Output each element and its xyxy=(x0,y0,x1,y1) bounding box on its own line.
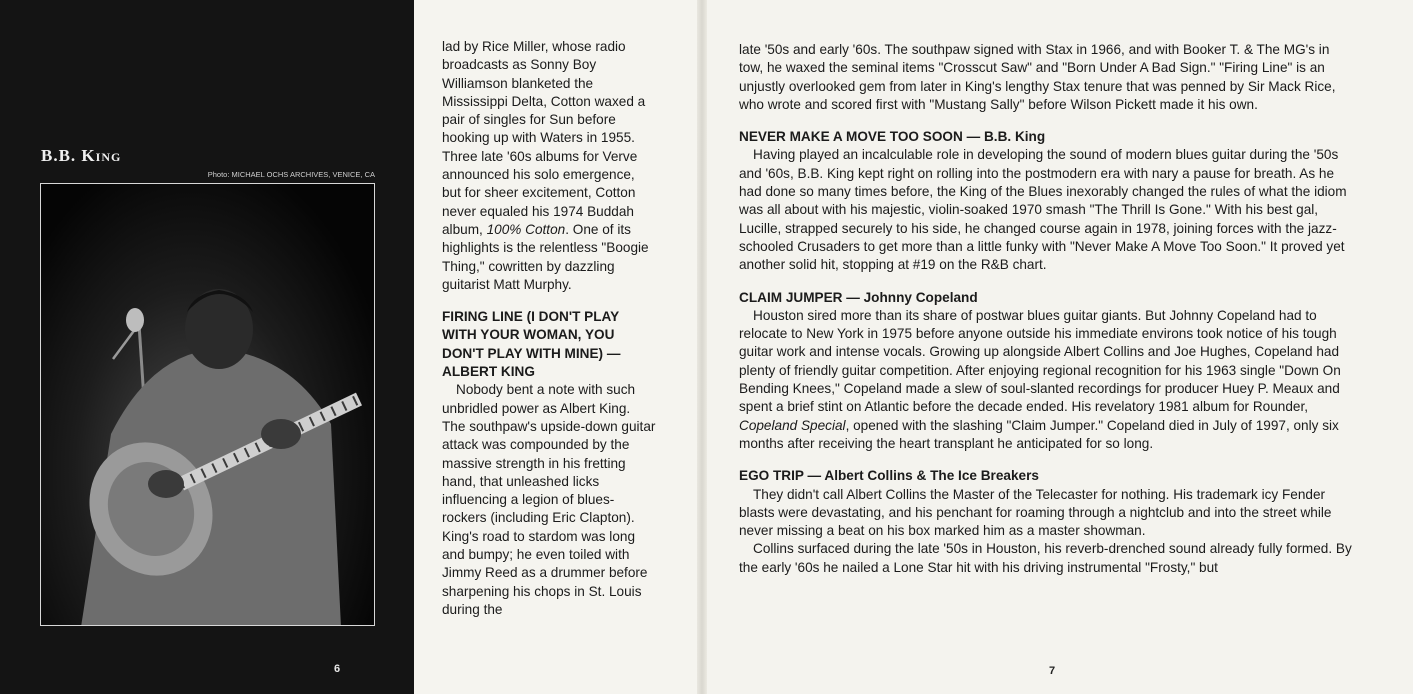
picking-hand xyxy=(148,470,184,498)
section-heading: NEVER MAKE A MOVE TOO SOON— B.B. King xyxy=(739,128,1355,146)
section-body: Nobody bent a note with such unbridled power as Albert King. The southpaw's upside-down guitar attack was compounded by the massive strength in his fretting hand, that unleashed licks influencing a legion of blues-rockers (including Eric Clapton). King's road to stardom was long and bumpy; he even toiled with Jimmy Reed as a drummer before sharpening his chops in St. Louis during the xyxy=(442,382,656,617)
page-number-left: 6 xyxy=(334,663,341,675)
photo-credit: Photo: MICHAEL OCHS ARCHIVES, VENICE, CA xyxy=(207,170,375,179)
section-heading: CLAIM JUMPER— Johnny Copeland xyxy=(739,289,1355,307)
artist-title: B.B. King xyxy=(41,146,122,165)
page-number-right: 7 xyxy=(1049,665,1056,677)
intro-paragraph: lad by Rice Miller, whose radio broadcasts as Sonny Boy Williamson blanketed the Mississippi Delta, Cotton waxed a pair of singles for Sun before hooking up with Waters in 1955. Three late '60s albums for Verve announced his solo emergence, but for sheer excitement, Cotton never equaled his 1974 Buddah album, 100% Cotton. One of its highlights is the relentless "Boogie Thing," cowritten by dazzling guitarist Matt Murphy. xyxy=(442,39,649,292)
album-title: Copeland Special xyxy=(739,417,846,433)
left-page xyxy=(0,0,414,694)
continuation-paragraph: late '50s and early '60s. The southpaw signed with Stax in 1966, and with Booker T. & The MG's in tow, he waxed the seminal items "Crosscut Saw" and "Born Under A Bad Sign." "Firing Line" is an unjustly overlooked gem from later in King's lengthy Stax tenure that was penned by Sir Mack Rice, who wrote and scored first with "Mustang Sally" before Wilson Pickett made it his own. xyxy=(739,42,1336,112)
section-heading: FIRING LINE (I DON'T PLAY WITH YOUR WOMAN, YOU DON'T PLAY WITH MINE)— ALBERT KING xyxy=(442,308,656,381)
section-body: Having played an incalculable role in developing the sound of modern blues guitar during the '50s and '60s, B.B. King kept right on rolling into the postmodern era with nary a pause for breath. As he had done so many times before, the King of the Blues inexorably changed the rules of what the idiom was all about with his majestic, violin-soaked 1970 smash "The Thrill Is Gone." With his best gal, Lucille, strapped securely to his side, he changed course again in 1978, joining forces with the jazz-schooled Crusaders to get more than a little funky with "Never Make A Move Too Soon." It proved yet another solid hit, stopping at #19 on the R&B chart. xyxy=(739,147,1347,273)
microphone-icon xyxy=(126,308,144,332)
album-title: 100% Cotton xyxy=(486,221,566,237)
guitarist-illustration xyxy=(41,184,375,626)
section-heading: EGO TRIP— Albert Collins & The Ice Breakers xyxy=(739,467,1355,485)
section-body: Collins surfaced during the late '50s in Houston, his reverb-drenched sound already fully formed. By the early '60s he nailed a Lone Star hit with his driving instrumental "Frosty," but xyxy=(739,541,1352,575)
right-column xyxy=(739,41,1355,577)
bb-king-photo xyxy=(40,183,375,626)
section-body: Houston sired more than its share of postwar blues guitar giants. But Johnny Copeland had to relocate to New York in 1975 before anyone outside his immediate environs took notice of his tough guitar work and intense vocals. Growing up alongside Albert Collins and Joe Hughes, Copeland had plenty of friendly guitar competition. After enjoying regional recognition for his 1963 single "Down On Bending Knees," Copeland made a slew of soul-slanted recordings for producer Huey P. Meaux and spent a brief stint on Atlantic before the decade ended. His revelatory 1981 album for Rounder, Copeland Special, opened with the slashing "Claim Jumper." Copeland died in July of 1997, only six months after receiving the heart transplant he anticipated for so long. xyxy=(739,307,1341,451)
fretting-hand xyxy=(261,419,301,449)
middle-column xyxy=(442,38,656,619)
section-body: They didn't call Albert Collins the Master of the Telecaster for nothing. His trademark icy Fender blasts were devastating, and his penchant for roaming through a nightclub and into the street while never missing a beat on his box marked him as a master showman. xyxy=(739,486,1332,539)
book-gutter xyxy=(697,0,707,694)
